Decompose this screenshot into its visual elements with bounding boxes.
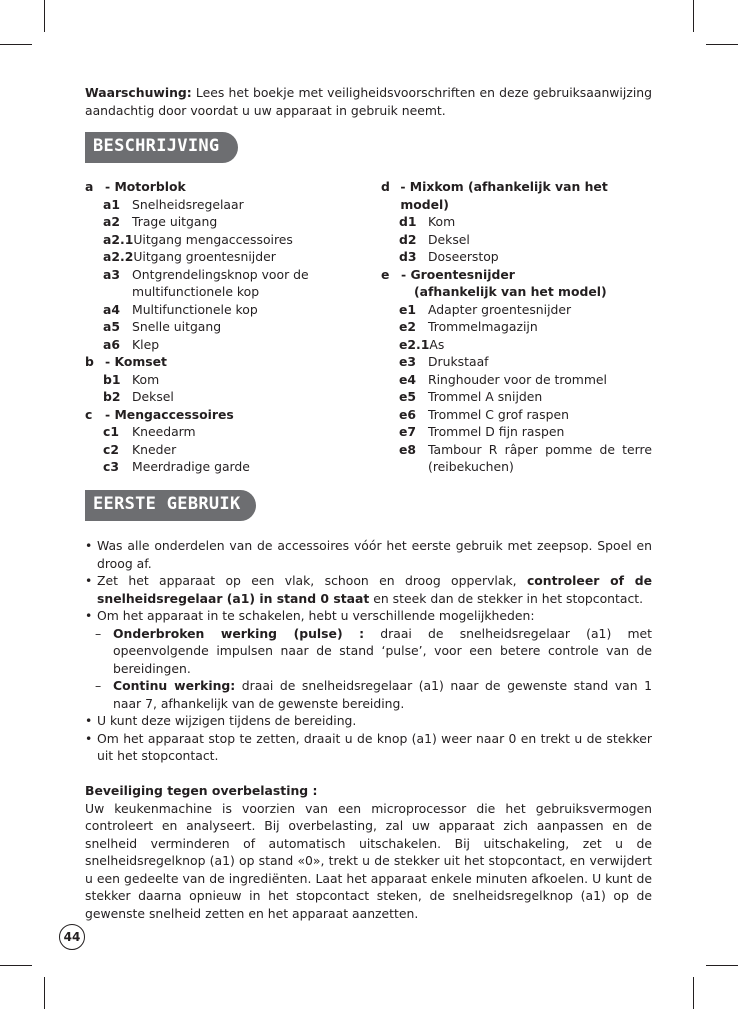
item-text: Snelheidsregelaar [132, 196, 244, 212]
item-code: b1 [103, 371, 121, 387]
warning-text: Lees het boekje met veiligheidsvoorschriften en deze gebruiksaanwijzing aandachtig door voordat u uw apparaat in gebruik neemt. [85, 85, 652, 118]
list-item [85, 196, 360, 214]
item-text: Tambour R râper pomme de terre (reibekuchen) [428, 441, 652, 474]
list-item [381, 213, 652, 231]
bullet-marker: • [85, 730, 93, 746]
group-letter: d [381, 179, 390, 194]
sub-item [85, 625, 652, 678]
item-code: a2.1 [103, 231, 134, 247]
text-run-bold: Onderbroken werking (pulse) : [113, 625, 365, 641]
list-item [381, 388, 652, 406]
item-code: a6 [103, 336, 120, 352]
group-letter: e [381, 266, 390, 282]
section-header-first-use [85, 490, 256, 521]
crop-mark [44, 977, 45, 1009]
crop-mark [706, 44, 738, 45]
item-text: Trage uitgang [132, 214, 218, 229]
item-text: Snelle uitgang [132, 319, 222, 334]
list-item [381, 231, 652, 249]
item-code: e4 [399, 371, 417, 387]
section-header-description [85, 132, 238, 163]
item-code: a5 [103, 319, 120, 334]
list-item [85, 301, 360, 319]
list-item [85, 266, 360, 301]
group-heading [85, 406, 360, 424]
text-run: draai de snelheidsregelaar (a1) met opeenvolgende impulsen naar de stand ‘pulse’, voor een betere controle van de bereidingen. [113, 625, 652, 676]
bullet-item [85, 607, 652, 625]
description-right-column [381, 178, 652, 476]
group-title: - Mengaccessoires [105, 406, 234, 422]
list-item [381, 353, 652, 371]
item-code: a2 [103, 214, 120, 229]
group-heading-continued: (afhankelijk van het model) [414, 284, 607, 299]
item-text: Kom [428, 214, 456, 229]
item-text: Deksel [428, 231, 470, 247]
item-code: a3 [103, 266, 120, 282]
text-run-bold: Continu werking: [113, 678, 236, 693]
list-item [381, 318, 652, 336]
group-title: - Mixkom (afhankelijk van het model) [400, 179, 608, 212]
bullet-item [85, 712, 652, 730]
item-code: a2.2 [103, 249, 134, 264]
list-item [85, 231, 360, 249]
item-code: c1 [103, 424, 119, 439]
list-item [85, 213, 360, 231]
item-text: Ontgrendelingsknop voor de multifunctionele kop [132, 266, 309, 299]
item-text: Multifunctionele kop [132, 301, 258, 317]
item-text: Doseerstop [428, 249, 499, 264]
description-left-column [85, 178, 360, 476]
list-item [85, 441, 360, 459]
group-heading [85, 353, 360, 371]
list-item [381, 248, 652, 266]
list-item [381, 406, 652, 424]
list-item [85, 388, 360, 406]
sub-item [85, 677, 652, 712]
bullet-marker: • [85, 538, 93, 553]
dash-marker: – [95, 625, 102, 641]
list-item [85, 371, 360, 389]
item-code: e3 [399, 354, 417, 369]
item-code: e2.1 [399, 336, 430, 352]
bullet-item [85, 730, 652, 765]
overload-title: Beveiliging tegen overbelasting : [85, 783, 318, 798]
section-title: BESCHRIJVING [93, 136, 220, 156]
item-code: a4 [103, 301, 120, 317]
dash-marker: – [95, 678, 102, 693]
item-text: As [429, 336, 445, 352]
item-code: d2 [399, 231, 417, 247]
crop-mark [693, 977, 694, 1009]
item-code: b2 [103, 389, 121, 404]
list-item [381, 301, 652, 319]
item-text: Trommel D fijn raspen [428, 424, 565, 439]
bullet-text: Om het apparaat in te schakelen, hebt u verschillende mogelijkheden: [97, 608, 535, 623]
group-title: - Komset [105, 354, 167, 369]
group-heading [381, 266, 652, 284]
group-letter: b [85, 354, 94, 369]
warning-paragraph [85, 84, 652, 119]
item-code: e1 [399, 301, 417, 317]
bullet-text [97, 572, 652, 607]
item-text: Meerdradige garde [132, 459, 250, 474]
bullet-text: U kunt deze wijzigen tijdens de bereiding. [97, 713, 357, 728]
item-code: e2 [399, 319, 417, 334]
item-text: Deksel [132, 389, 174, 404]
sub-text [113, 625, 652, 678]
overload-paragraph: Uw keukenmachine is voorzien van een microprocessor die het gebruiksvermogen controleert en analyseert. Bij overbelasting, zal uw apparaat zich aanpassen en de snelheid verminderen of automatisch uitschakelen. Bij uitschakeling, zet u de snelheidsregelknop (a1) op stand «0», trekt u de stekker uit het stopcontact, en verwijdert u een gedeelte van de ingrediënten. Laat het apparaat enkele minuten afkoelen. U kunt de stekker daarna opnieuw in het stopcontact steken, de snelheidsregelknop (a1) op de gewenste snelheid zetten en het apparaat aanzetten. [85, 800, 652, 921]
group-title: - Motorblok [105, 179, 186, 194]
bullet-item [85, 572, 652, 607]
item-text: Kom [132, 371, 160, 387]
sub-text [113, 677, 652, 712]
crop-mark [44, 0, 45, 32]
item-text: Ringhouder voor de trommel [428, 371, 607, 387]
crop-mark [0, 965, 32, 966]
item-code: e6 [399, 406, 417, 422]
crop-mark [0, 44, 32, 45]
list-item [381, 336, 652, 354]
item-code: e8 [399, 441, 417, 457]
list-item [381, 441, 652, 476]
item-code: a1 [103, 196, 120, 212]
item-code: e7 [399, 424, 417, 439]
item-text: Uitgang mengaccessoires [133, 231, 293, 247]
bullet-marker: • [85, 573, 93, 588]
list-item [381, 423, 652, 441]
item-code: c3 [103, 459, 119, 474]
crop-mark [693, 0, 694, 32]
item-text: Klep [132, 336, 160, 352]
bullet-marker: • [85, 608, 93, 623]
item-text: Drukstaaf [428, 354, 489, 369]
crop-mark [706, 965, 738, 966]
bullet-item [85, 537, 652, 572]
warning-label: Waarschuwing: [85, 85, 192, 100]
text-run-bold: controleer of de snelheidsregelaar (a1) in stand 0 staat [97, 573, 652, 606]
item-text: Trommelmagazijn [428, 319, 538, 334]
list-item [85, 458, 360, 476]
bullet-marker: • [85, 713, 93, 728]
section-title: EERSTE GEBRUIK [93, 494, 241, 514]
bullet-text: Was alle onderdelen van de accessoires vóór het eerste gebruik met zeepsop. Spoel en droog af. [97, 538, 652, 571]
item-code: e5 [399, 389, 417, 404]
item-text: Kneedarm [132, 424, 196, 439]
group-title: - Groentesnijder [401, 266, 515, 282]
item-code: d3 [399, 249, 417, 264]
text-run: Zet het apparaat op een vlak, schoon en droog oppervlak, [97, 573, 527, 588]
bullet-text: Om het apparaat stop te zetten, draait u de knop (a1) weer naar 0 en trekt u de stekker uit het stopcontact. [97, 730, 652, 763]
text-run: draai de snelheidsregelaar (a1) naar de gewenste stand van 1 naar 7, afhankelijk van de gewenste bereiding. [113, 678, 652, 711]
group-letter: a [85, 179, 94, 194]
page-number: 44 [59, 924, 85, 950]
item-text: Trommel A snijden [428, 389, 543, 404]
item-text: Adapter groentesnijder [428, 301, 572, 317]
group-heading [381, 178, 652, 213]
group-heading [85, 178, 360, 196]
list-item [85, 248, 360, 266]
item-text: Uitgang groentesnijder [133, 249, 276, 264]
list-item [381, 371, 652, 389]
list-item [85, 423, 360, 441]
list-item [85, 336, 360, 354]
item-code: d1 [399, 214, 417, 229]
group-letter: c [85, 406, 93, 422]
list-item [85, 318, 360, 336]
text-run: en steek dan de stekker in het stopcontact. [369, 590, 644, 606]
item-code: c2 [103, 441, 119, 457]
item-text: Kneder [132, 441, 177, 457]
item-text: Trommel C grof raspen [428, 406, 569, 422]
first-use-body [85, 537, 652, 922]
